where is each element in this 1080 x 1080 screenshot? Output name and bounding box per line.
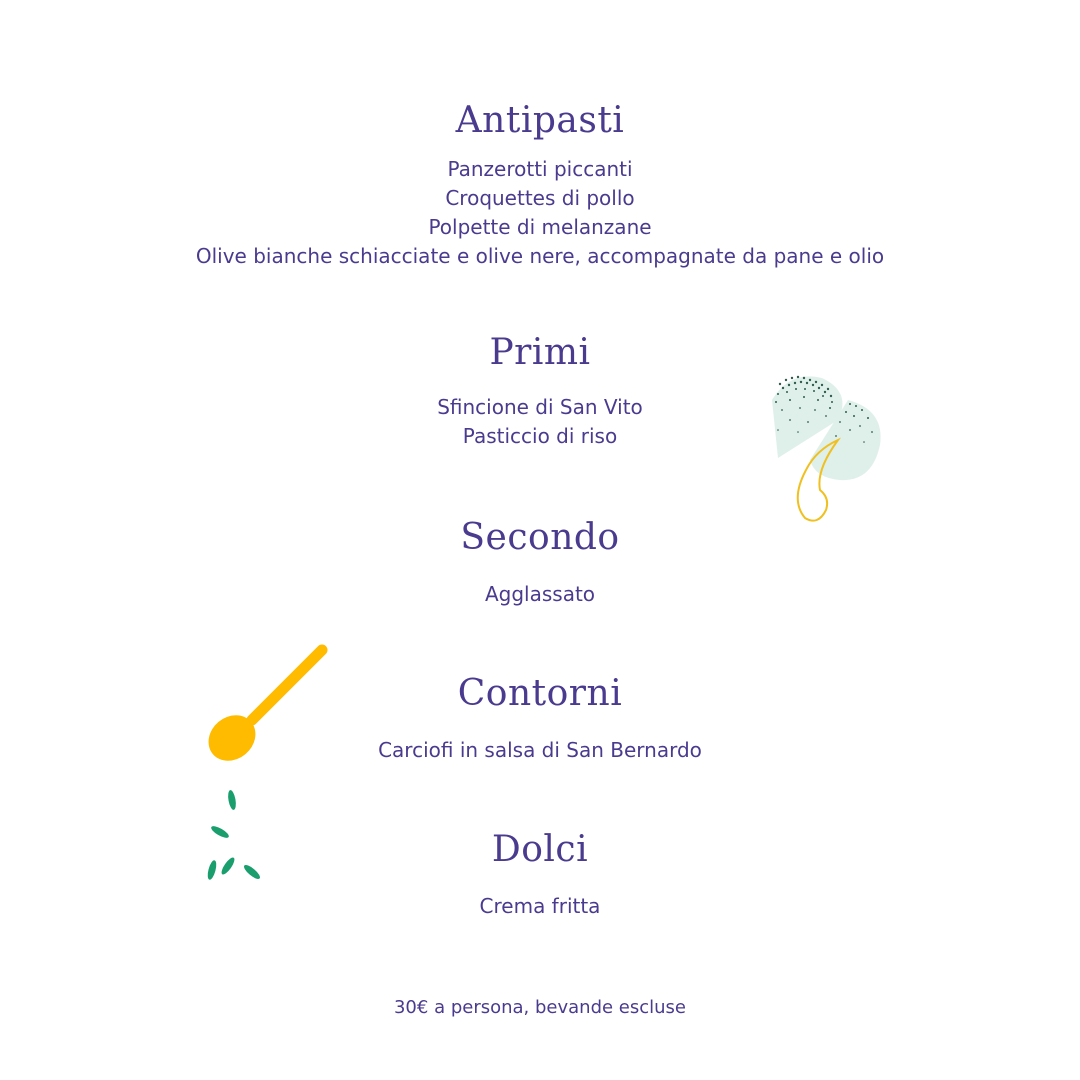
menu-item: Panzerotti piccanti — [447, 157, 633, 181]
items-dolci — [0, 892, 1080, 921]
section-dolci — [0, 828, 1080, 921]
section-title-primi: Primi — [489, 332, 591, 373]
section-antipasti — [0, 99, 1080, 271]
menu-item: Polpette di melanzane — [428, 215, 652, 239]
items-primi — [0, 393, 1080, 451]
herb-leaves-icon — [198, 782, 278, 892]
menu-item: Agglassato — [484, 582, 596, 606]
items-antipasti — [0, 155, 1080, 271]
items-secondo — [0, 580, 1080, 609]
section-contorni — [0, 672, 1080, 765]
items-contorni — [0, 736, 1080, 765]
section-title-antipasti: Antipasti — [455, 100, 625, 141]
menu-item: Carciofi in salsa di San Bernardo — [378, 738, 702, 762]
section-title-secondo: Secondo — [460, 517, 620, 558]
menu-item: Sfincione di San Vito — [437, 395, 643, 419]
herb-drop-illustration — [760, 370, 890, 530]
price-note: 30€ a persona, bevande escluse — [393, 997, 687, 1018]
menu-item: Pasticcio di riso — [462, 424, 618, 448]
menu-item: Crema fritta — [479, 894, 601, 918]
section-primi — [0, 331, 1080, 451]
menu-item: Olive bianche schiacciate e olive nere, accompagnate da pane e olio — [195, 244, 885, 268]
menu-item: Croquettes di pollo — [445, 186, 635, 210]
section-title-contorni: Contorni — [457, 673, 623, 714]
section-title-dolci: Dolci — [491, 829, 589, 870]
spoon-icon — [200, 638, 340, 768]
section-secondo — [0, 516, 1080, 609]
